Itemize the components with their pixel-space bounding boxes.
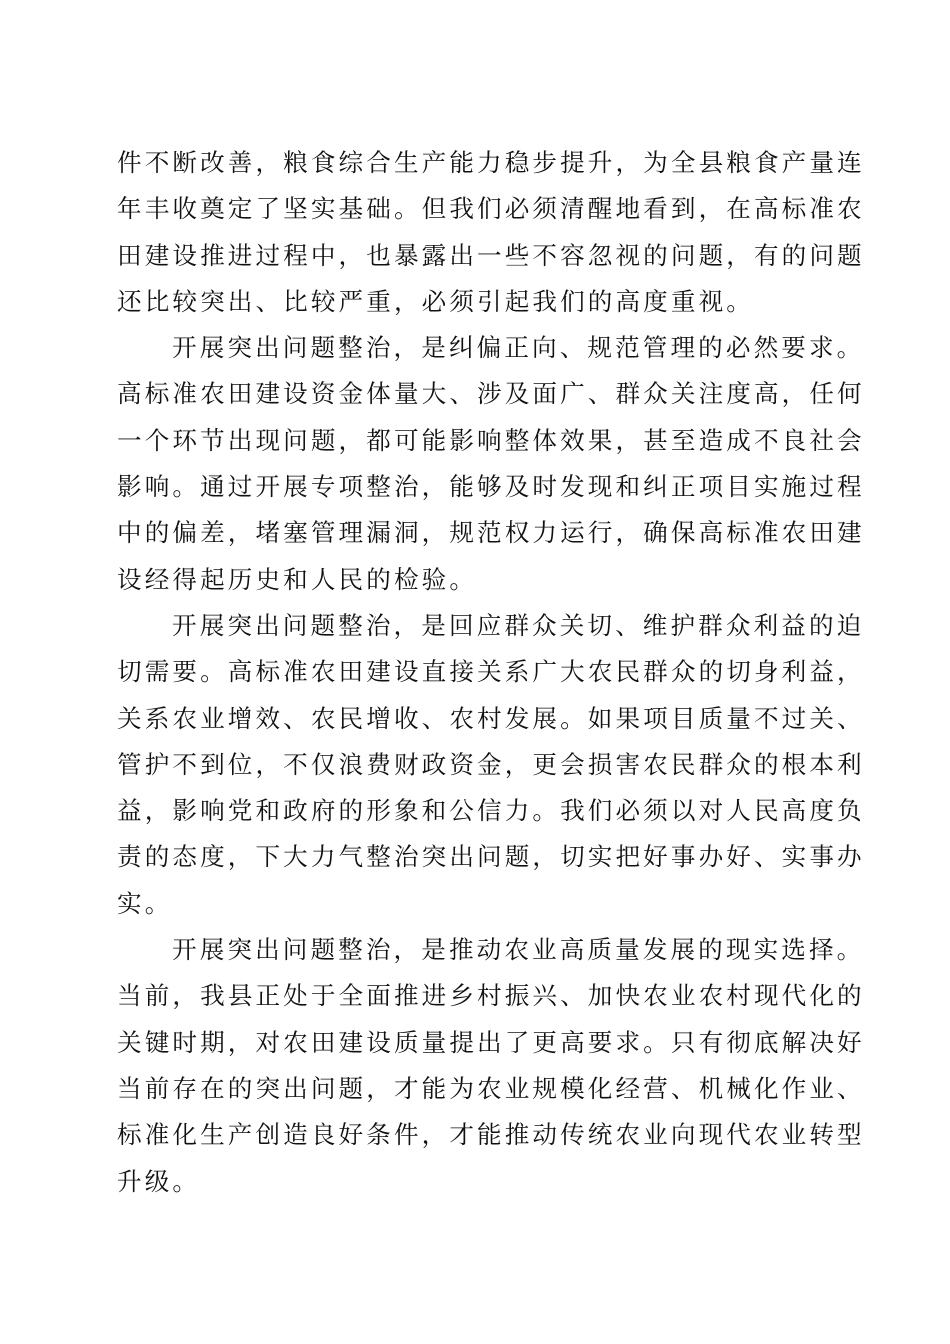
paragraph-2: [117, 325, 865, 603]
text-line: 开展突出问题整治，是回应群众关切、维护群众利益的迫: [172, 610, 865, 640]
text-line: 标准化生产创造良好条件，才能推动传统农业向现代农业转型: [117, 1120, 865, 1150]
paragraph-3: [117, 603, 865, 927]
paragraph-1: [117, 140, 865, 325]
text-line: 中的偏差，堵塞管理漏洞，规范权力运行，确保高标准农田建: [117, 518, 865, 548]
text-line: 年丰收奠定了坚实基础。但我们必须清醒地看到，在高标准农: [117, 194, 865, 224]
paragraph-4: [117, 927, 865, 1205]
text-line: 升级。: [117, 1166, 201, 1196]
text-line: 切需要。高标准农田建设直接关系广大农民群众的切身利益，: [117, 657, 865, 687]
text-line: 益，影响党和政府的形象和公信力。我们必须以对人民高度负: [117, 796, 865, 826]
text-line: 责的态度，下大力气整治突出问题，切实把好事办好、实事办: [117, 842, 865, 872]
text-line: 田建设推进过程中，也暴露出一些不容忽视的问题，有的问题: [117, 240, 865, 270]
text-line: 设经得起历史和人民的检验。: [117, 564, 478, 594]
text-line: 高标准农田建设资金体量大、涉及面广、群众关注度高，任何: [117, 379, 865, 409]
text-line: 管护不到位，不仅浪费财政资金，更会损害农民群众的根本利: [117, 749, 865, 779]
text-line: 当前存在的突出问题，才能为农业规模化经营、机械化作业、: [117, 1073, 865, 1103]
text-line: 关系农业增效、农民增收、农村发展。如果项目质量不过关、: [117, 703, 865, 733]
text-line: 开展突出问题整治，是推动农业高质量发展的现实选择。: [172, 935, 865, 965]
text-line: 关键时期，对农田建设质量提出了更高要求。只有彻底解决好: [117, 1027, 865, 1057]
text-line: 影响。通过开展专项整治，能够及时发现和纠正项目实施过程: [117, 472, 865, 502]
text-line: 一个环节出现问题，都可能影响整体效果，甚至造成不良社会: [117, 425, 865, 455]
text-line: 开展突出问题整治，是纠偏正向、规范管理的必然要求。: [172, 333, 865, 363]
text-line: 实。: [117, 888, 173, 918]
document-body: [117, 140, 865, 1205]
text-line: 件不断改善，粮食综合生产能力稳步提升，为全县粮食产量连: [117, 148, 865, 177]
text-line: 当前，我县正处于全面推进乡村振兴、加快农业农村现代化的: [117, 981, 865, 1011]
text-line: 还比较突出、比较严重，必须引起我们的高度重视。: [117, 286, 754, 316]
